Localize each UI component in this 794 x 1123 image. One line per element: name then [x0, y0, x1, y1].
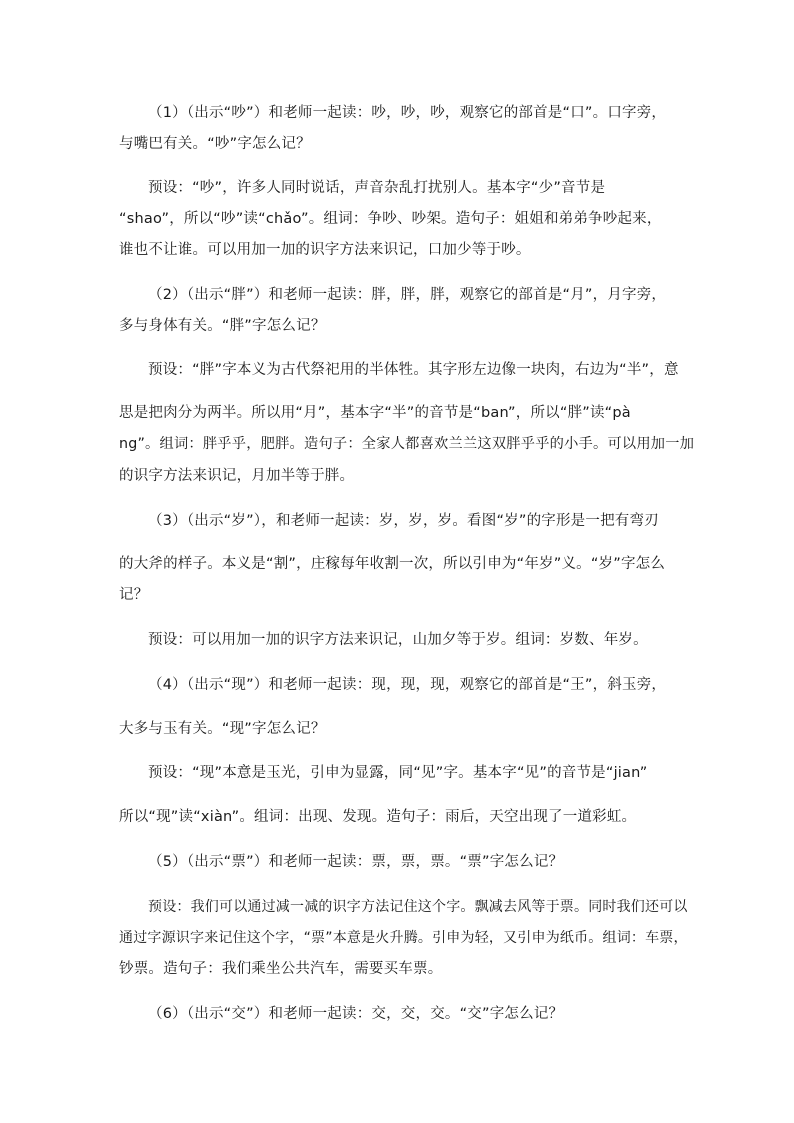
paragraph-line: 记？	[119, 587, 149, 603]
paragraph-line: （5）（出示“票”）和老师一起读：票，票，票。“票”字怎么记？	[148, 854, 564, 870]
paragraph-line: 预设：“现”本意是玉光，引申为显露，同“见”字。基本字“见”的音节是“jian”	[148, 765, 648, 781]
paragraph-line: 与嘴巴有关。“吵”字怎么记？	[119, 136, 311, 152]
paragraph-line: 通过字源识字来记住这个字，“票”本意是火升腾。引申为轻，又引申为纸币。组词：车票，	[119, 930, 688, 946]
paragraph-line: 思是把肉分为两半。所以用“月”，基本字“半”的音节是“ban”，所以“胖”读“pà	[119, 405, 631, 421]
paragraph-line: 多与身体有关。“胖”字怎么记？	[119, 318, 326, 334]
paragraph-line: 预设：我们可以通过减一减的识字方法记住这个字。飘减去风等于票。同时我们还可以	[148, 899, 688, 915]
paragraph-line: 预设：可以用加一加的识字方法来识记，山加夕等于岁。组词：岁数、年岁。	[148, 632, 648, 648]
paragraph-line: 的大斧的样子。本义是“割”，庄稼每年收割一次，所以引申为“年岁”义。“岁”字怎么	[119, 556, 666, 572]
paragraph-line: ng”。组词：胖乎乎，肥胖。造句子：全家人都喜欢兰兰这双胖乎乎的小手。可以用加一加	[119, 436, 695, 452]
paragraph-line: 谁也不让谁。可以用加一加的识字方法来识记，口加少等于吵。	[119, 242, 531, 258]
paragraph-line: 预设：“吵”，许多人同时说话，声音杂乱打扰别人。基本字“少”音节是	[148, 180, 606, 196]
paragraph-line: 预设：“胖”字本义为古代祭祀用的半体牲。其字形左边像一块肉，右边为“半”，意	[148, 362, 679, 378]
paragraph-line: （1）（出示“吵”）和老师一起读：吵，吵，吵，观察它的部首是“口”。口字旁，	[148, 105, 667, 121]
paragraph-line: （6）（出示“交”）和老师一起读：交，交，交。“交”字怎么记？	[148, 1006, 564, 1022]
paragraph-line: （2）（出示“胖”）和老师一起读：胖，胖，胖，观察它的部首是“月”，月字旁，	[148, 287, 667, 303]
paragraph-line: “shao”，所以“吵”读“chǎo”。组词：争吵、吵架。造句子：姐姐和弟弟争吵起来，	[119, 211, 662, 227]
paragraph-line: （3）（出示“岁”），和老师一起读：岁，岁，岁。看图“岁”的字形是一把有弯刃	[148, 513, 659, 529]
paragraph-line: 大多与玉有关。“现”字怎么记？	[119, 721, 326, 737]
paragraph-line: 的识字方法来识记，月加半等于胖。	[119, 468, 355, 484]
paragraph-line: 钞票。造句子：我们乘坐公共汽车，需要买车票。	[119, 961, 443, 977]
paragraph-line: 所以“现”读“xiàn”。组词：出现、发现。造句子：雨后，天空出现了一道彩虹。	[119, 809, 637, 825]
paragraph-line: （4）（出示“现”）和老师一起读：现，现，现，观察它的部首是“王”，斜玉旁，	[148, 677, 667, 693]
